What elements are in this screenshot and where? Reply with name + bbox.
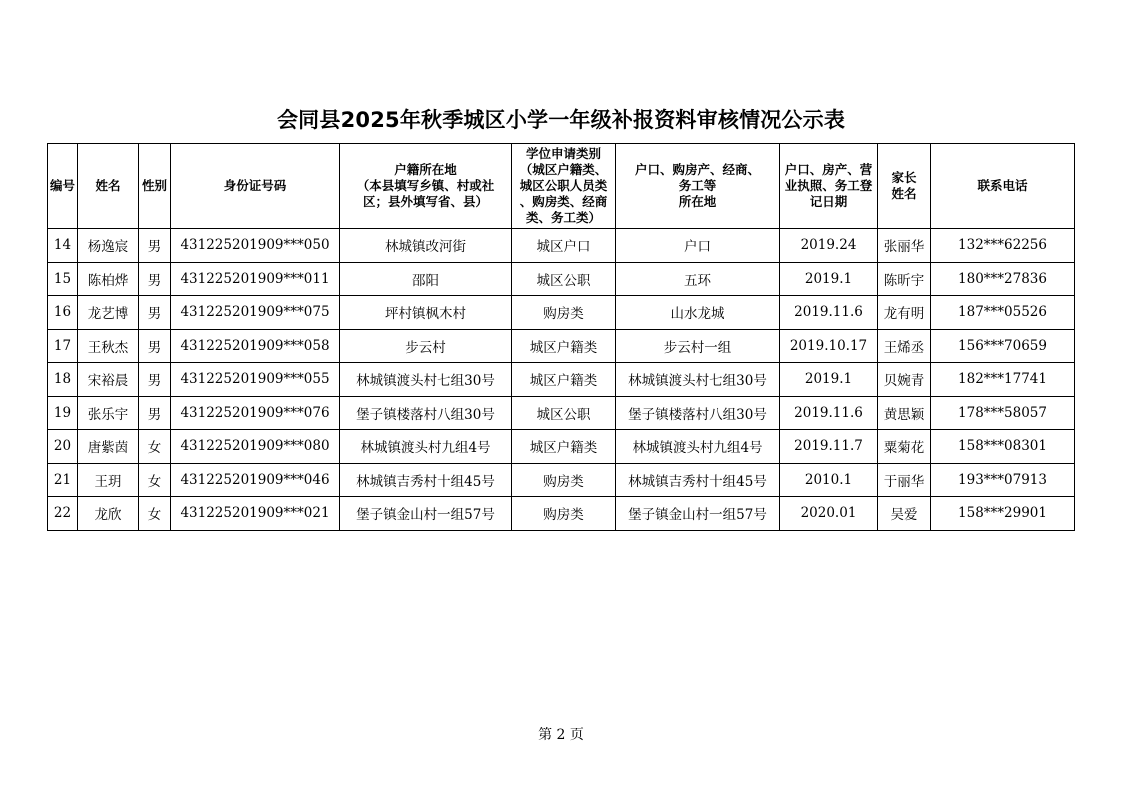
table-row xyxy=(48,229,1075,263)
cell-residence: 堡子镇楼落村八组30号 xyxy=(340,396,512,430)
cell-id-number: 431225201909***076 xyxy=(171,396,340,430)
cell-gender: 男 xyxy=(139,396,171,430)
cell-location: 林城镇渡头村九组4号 xyxy=(616,430,780,464)
cell-parent: 王烯丞 xyxy=(878,329,931,363)
cell-gender: 男 xyxy=(139,296,171,330)
header-location: 户口、购房产、经商、 务工等 所在地 xyxy=(616,144,780,229)
cell-reg-date: 2020.01 xyxy=(780,497,878,531)
cell-name: 张乐宇 xyxy=(78,396,139,430)
cell-reg-date: 2019.11.7 xyxy=(780,430,878,464)
cell-gender: 男 xyxy=(139,363,171,397)
cell-gender: 女 xyxy=(139,463,171,497)
cell-location: 林城镇渡头村七组30号 xyxy=(616,363,780,397)
cell-id-number: 431225201909***080 xyxy=(171,430,340,464)
cell-phone: 158***29901 xyxy=(931,497,1075,531)
cell-name: 龙欣 xyxy=(78,497,139,531)
cell-location: 山水龙城 xyxy=(616,296,780,330)
cell-location: 五环 xyxy=(616,262,780,296)
cell-name: 宋裕晨 xyxy=(78,363,139,397)
cell-name: 杨逸宸 xyxy=(78,229,139,263)
cell-parent: 吴爱 xyxy=(878,497,931,531)
cell-category: 购房类 xyxy=(512,463,616,497)
cell-name: 陈柏烨 xyxy=(78,262,139,296)
header-parent: 家长 姓名 xyxy=(878,144,931,229)
cell-residence: 林城镇吉秀村十组45号 xyxy=(340,463,512,497)
cell-residence: 邵阳 xyxy=(340,262,512,296)
cell-location: 堡子镇金山村一组57号 xyxy=(616,497,780,531)
table-row xyxy=(48,396,1075,430)
cell-reg-date: 2019.11.6 xyxy=(780,296,878,330)
cell-residence: 林城镇渡头村九组4号 xyxy=(340,430,512,464)
cell-phone: 158***08301 xyxy=(931,430,1075,464)
header-gender: 性别 xyxy=(139,144,171,229)
cell-location: 步云村一组 xyxy=(616,329,780,363)
cell-phone: 182***17741 xyxy=(931,363,1075,397)
cell-reg-date: 2010.1 xyxy=(780,463,878,497)
cell-reg-date: 2019.24 xyxy=(780,229,878,263)
cell-phone: 178***58057 xyxy=(931,396,1075,430)
table-header-row xyxy=(48,144,1075,229)
cell-parent: 陈昕宇 xyxy=(878,262,931,296)
cell-category: 购房类 xyxy=(512,497,616,531)
cell-residence: 堡子镇金山村一组57号 xyxy=(340,497,512,531)
cell-no: 15 xyxy=(48,262,78,296)
cell-category: 城区户籍类 xyxy=(512,430,616,464)
cell-phone: 132***62256 xyxy=(931,229,1075,263)
cell-no: 17 xyxy=(48,329,78,363)
cell-parent: 贝婉青 xyxy=(878,363,931,397)
header-residence: 户籍所在地 （本县填写乡镇、村或社 区；县外填写省、县） xyxy=(340,144,512,229)
cell-category: 城区户口 xyxy=(512,229,616,263)
cell-parent: 张丽华 xyxy=(878,229,931,263)
table-row xyxy=(48,430,1075,464)
cell-id-number: 431225201909***046 xyxy=(171,463,340,497)
cell-category: 购房类 xyxy=(512,296,616,330)
cell-no: 21 xyxy=(48,463,78,497)
cell-reg-date: 2019.10.17 xyxy=(780,329,878,363)
cell-location: 户口 xyxy=(616,229,780,263)
cell-no: 19 xyxy=(48,396,78,430)
cell-name: 龙艺博 xyxy=(78,296,139,330)
cell-location: 堡子镇楼落村八组30号 xyxy=(616,396,780,430)
page-title: 会同县2025年秋季城区小学一年级补报资料审核情况公示表 xyxy=(276,108,846,132)
cell-category: 城区公职 xyxy=(512,262,616,296)
cell-category: 城区户籍类 xyxy=(512,363,616,397)
review-table xyxy=(47,143,1075,531)
cell-parent: 黄思颖 xyxy=(878,396,931,430)
cell-residence: 坪村镇枫木村 xyxy=(340,296,512,330)
cell-no: 22 xyxy=(48,497,78,531)
cell-location: 林城镇吉秀村十组45号 xyxy=(616,463,780,497)
header-id-number: 身份证号码 xyxy=(171,144,340,229)
table-row xyxy=(48,463,1075,497)
cell-phone: 187***05526 xyxy=(931,296,1075,330)
cell-id-number: 431225201909***075 xyxy=(171,296,340,330)
cell-id-number: 431225201909***055 xyxy=(171,363,340,397)
cell-id-number: 431225201909***021 xyxy=(171,497,340,531)
header-category: 学位申请类别 （城区户籍类、 城区公职人员类 、购房类、经商 类、务工类） xyxy=(512,144,616,229)
table-row xyxy=(48,497,1075,531)
cell-residence: 林城镇渡头村七组30号 xyxy=(340,363,512,397)
table-row xyxy=(48,363,1075,397)
cell-id-number: 431225201909***011 xyxy=(171,262,340,296)
cell-phone: 156***70659 xyxy=(931,329,1075,363)
cell-name: 王秋杰 xyxy=(78,329,139,363)
table-row xyxy=(48,262,1075,296)
cell-phone: 180***27836 xyxy=(931,262,1075,296)
table-row xyxy=(48,329,1075,363)
header-phone: 联系电话 xyxy=(931,144,1075,229)
cell-gender: 女 xyxy=(139,497,171,531)
cell-no: 18 xyxy=(48,363,78,397)
cell-parent: 龙有明 xyxy=(878,296,931,330)
cell-gender: 女 xyxy=(139,430,171,464)
cell-reg-date: 2019.1 xyxy=(780,262,878,296)
cell-id-number: 431225201909***050 xyxy=(171,229,340,263)
cell-category: 城区公职 xyxy=(512,396,616,430)
cell-gender: 男 xyxy=(139,329,171,363)
cell-parent: 粟菊花 xyxy=(878,430,931,464)
header-no: 编号 xyxy=(48,144,78,229)
cell-gender: 男 xyxy=(139,229,171,263)
cell-residence: 步云村 xyxy=(340,329,512,363)
table-row xyxy=(48,296,1075,330)
cell-phone: 193***07913 xyxy=(931,463,1075,497)
cell-id-number: 431225201909***058 xyxy=(171,329,340,363)
header-name: 姓名 xyxy=(78,144,139,229)
cell-reg-date: 2019.11.6 xyxy=(780,396,878,430)
cell-no: 20 xyxy=(48,430,78,464)
cell-name: 唐紫茵 xyxy=(78,430,139,464)
cell-no: 16 xyxy=(48,296,78,330)
page-number: 第 2 页 xyxy=(538,727,584,743)
cell-parent: 于丽华 xyxy=(878,463,931,497)
cell-category: 城区户籍类 xyxy=(512,329,616,363)
cell-reg-date: 2019.1 xyxy=(780,363,878,397)
cell-no: 14 xyxy=(48,229,78,263)
cell-gender: 男 xyxy=(139,262,171,296)
cell-residence: 林城镇改河街 xyxy=(340,229,512,263)
cell-name: 王玥 xyxy=(78,463,139,497)
header-reg-date: 户口、房产、营 业执照、务工登 记日期 xyxy=(780,144,878,229)
